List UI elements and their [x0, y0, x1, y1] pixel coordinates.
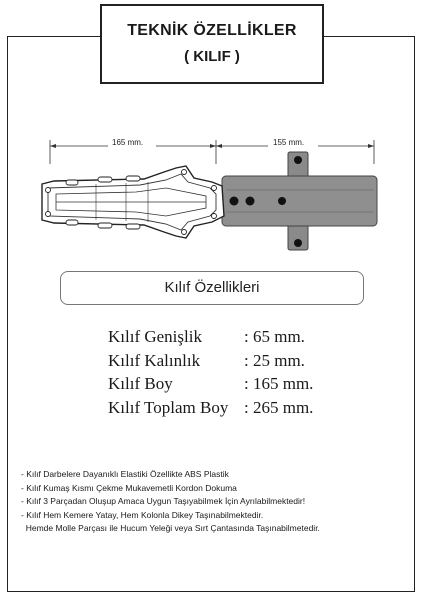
sheath-drawing — [36, 150, 386, 255]
spec-label: Kılıf Boy — [108, 374, 173, 393]
spec-row-thickness — [108, 349, 338, 373]
page-subtitle: ( KILIF ) — [184, 48, 240, 65]
dimension-right-label: 155 mm. — [273, 138, 305, 147]
note-item: - Kılıf Darbelere Dayanıklı Elastiki Özellikte ABS Plastik — [21, 469, 229, 479]
page-title: TEKNİK ÖZELLİKLER — [127, 22, 297, 39]
spec-label: Kılıf Genişlik — [108, 327, 202, 346]
spec-value: : 165 mm. — [244, 374, 314, 393]
dimension-left-label: 165 mm. — [112, 138, 144, 147]
spec-row-width — [108, 325, 338, 349]
note-item: Hemde Molle Parçası ile Hucum Yeleği veya Sırt Çantasında Taşınabilmetedir. — [21, 523, 320, 533]
note-item: - Kılıf 3 Parçadan Oluşup Amaca Uygun Taşıyabilmek İçin Ayrılabilmektedir! — [21, 496, 306, 506]
title-box — [100, 4, 324, 84]
spec-label: Kılıf Toplam Boy — [108, 397, 229, 417]
spec-list — [108, 325, 338, 419]
section-title: Kılıf Özellikleri — [60, 271, 364, 305]
spec-value: : 65 mm. — [244, 327, 305, 346]
note-item: - Kılıf Hem Kemere Yatay, Hem Kolonla Dikey Taşınabilmektedir. — [21, 509, 264, 520]
spec-row-total-length — [108, 396, 338, 420]
spec-row-length — [108, 372, 338, 396]
spec-value: : 25 mm. — [244, 350, 305, 370]
notes-list — [21, 468, 320, 536]
spec-value: : 265 mm. — [244, 397, 314, 417]
spec-label: Kılıf Kalınlık — [108, 350, 201, 370]
note-item: - Kılıf Kumaş Kısmı Çekme Mukavemetli Kordon Dokuma — [21, 482, 237, 493]
